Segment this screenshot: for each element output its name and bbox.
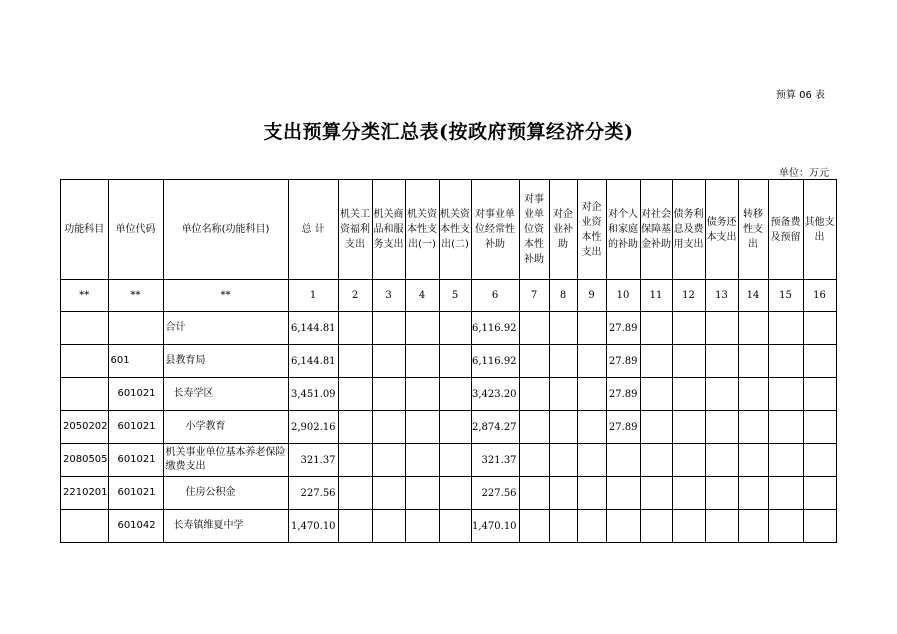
amount-cell [405,477,439,510]
amount-cell: 27.89 [606,345,640,378]
amount-cell [803,345,836,378]
unit-name-cell: 长寿学区 [163,378,288,411]
unit-code-cell: 601021 [108,444,163,477]
header-cell: 功能科目 [61,180,109,280]
header-cell: 对企业补助 [549,180,577,280]
amount-cell [405,411,439,444]
amount-cell: 321.37 [471,444,519,477]
index-cell: 11 [640,280,672,312]
amount-cell [439,477,471,510]
amount-cell [577,477,606,510]
header-cell: 债务利息及费用支出 [672,180,705,280]
amount-cell [768,378,803,411]
header-cell: 对事业单位资本性补助 [519,180,549,280]
amount-cell [549,411,577,444]
amount-cell [338,411,372,444]
amount-cell [577,510,606,543]
amount-cell [519,378,549,411]
total-cell: 227.56 [288,477,338,510]
amount-cell [372,411,405,444]
header-cell: 对企业资本性支出 [577,180,606,280]
amount-cell [672,312,705,345]
table-row [61,378,837,411]
header-cell: 机关资本性支出(一) [405,180,439,280]
amount-cell: 6,116.92 [471,345,519,378]
amount-cell [577,345,606,378]
total-cell: 321.37 [288,444,338,477]
amount-cell [439,444,471,477]
amount-cell [519,312,549,345]
amount-cell [405,444,439,477]
amount-cell [640,411,672,444]
table-row [61,345,837,378]
amount-cell [372,378,405,411]
unit-name-cell: 合计 [163,312,288,345]
index-cell: ** [163,280,288,312]
amount-cell [640,378,672,411]
table-row [61,411,837,444]
amount-cell [405,312,439,345]
amount-cell [803,444,836,477]
amount-cell [338,477,372,510]
header-cell: 对社会保障基金补助 [640,180,672,280]
amount-cell [338,510,372,543]
amount-cell [768,411,803,444]
amount-cell [519,345,549,378]
header-cell: 机关商品和服务支出 [372,180,405,280]
amount-cell [606,510,640,543]
header-cell: 预备费及预留 [768,180,803,280]
amount-cell [549,378,577,411]
amount-cell [338,345,372,378]
amount-cell [738,345,768,378]
amount-cell [640,477,672,510]
amount-cell: 227.56 [471,477,519,510]
amount-cell [577,312,606,345]
unit-code-cell: 601021 [108,477,163,510]
amount-cell [439,411,471,444]
function-code-cell [61,345,109,378]
amount-cell [405,378,439,411]
amount-cell [738,510,768,543]
header-cell: 机关资本性支出(二) [439,180,471,280]
header-cell: 债务还本支出 [705,180,738,280]
amount-cell [640,510,672,543]
index-cell: 9 [577,280,606,312]
amount-cell [372,345,405,378]
index-cell: 16 [803,280,836,312]
amount-cell [672,477,705,510]
table-row [61,312,837,345]
table-row [61,477,837,510]
unit-code-cell [108,312,163,345]
index-cell: 10 [606,280,640,312]
total-cell: 6,144.81 [288,345,338,378]
total-cell: 6,144.81 [288,312,338,345]
amount-cell [372,312,405,345]
amount-cell [519,444,549,477]
amount-cell [768,510,803,543]
amount-cell [768,477,803,510]
page-title: 支出预算分类汇总表(按政府预算经济分类) [263,121,634,143]
amount-cell [519,510,549,543]
table-row [61,510,837,543]
amount-cell [803,477,836,510]
unit-code-cell: 601 [108,345,163,378]
index-cell: 4 [405,280,439,312]
amount-cell [705,312,738,345]
index-cell: 12 [672,280,705,312]
amount-cell: 27.89 [606,378,640,411]
amount-cell [405,345,439,378]
index-cell: ** [108,280,163,312]
amount-cell [549,477,577,510]
amount-cell [705,477,738,510]
index-cell: 14 [738,280,768,312]
amount-cell [803,378,836,411]
unit-label: 单位：万元 [779,168,829,179]
amount-cell [803,510,836,543]
amount-cell [768,444,803,477]
index-cell: 13 [705,280,738,312]
total-cell: 2,902.16 [288,411,338,444]
amount-cell: 3,423.20 [471,378,519,411]
amount-cell [439,312,471,345]
amount-cell [372,477,405,510]
amount-cell [338,444,372,477]
index-cell: 2 [338,280,372,312]
amount-cell [549,312,577,345]
amount-cell: 1,470.10 [471,510,519,543]
amount-cell [338,312,372,345]
amount-cell [738,477,768,510]
function-code-cell [61,510,109,543]
total-cell: 3,451.09 [288,378,338,411]
amount-cell [606,444,640,477]
amount-cell [606,477,640,510]
amount-cell: 27.89 [606,312,640,345]
unit-name-cell: 机关事业单位基本养老保险缴费支出 [163,444,288,477]
index-cell: 6 [471,280,519,312]
amount-cell [803,312,836,345]
amount-cell [672,444,705,477]
amount-cell [672,378,705,411]
amount-cell [439,510,471,543]
unit-code-cell: 601042 [108,510,163,543]
function-code-cell: 2210201 [61,477,109,510]
header-cell: 总 计 [288,180,338,280]
header-cell: 其他支出 [803,180,836,280]
header-row [61,180,837,280]
unit-name-cell: 县教育局 [163,345,288,378]
amount-cell: 6,116.92 [471,312,519,345]
amount-cell [405,510,439,543]
amount-cell [672,510,705,543]
amount-cell [640,312,672,345]
amount-cell [338,378,372,411]
form-number: 预算 06 表 [775,90,825,101]
amount-cell [738,312,768,345]
function-code-cell: 2050202 [61,411,109,444]
function-code-cell [61,378,109,411]
amount-cell [372,510,405,543]
index-cell: 3 [372,280,405,312]
unit-code-cell: 601021 [108,378,163,411]
index-cell: 7 [519,280,549,312]
unit-name-cell: 长寿镇维夏中学 [163,510,288,543]
index-cell: ** [61,280,109,312]
header-cell: 单位代码 [108,180,163,280]
index-cell: 5 [439,280,471,312]
amount-cell [738,411,768,444]
total-cell: 1,470.10 [288,510,338,543]
function-code-cell [61,312,109,345]
amount-cell: 27.89 [606,411,640,444]
header-cell: 对事业单位经常性补助 [471,180,519,280]
amount-cell [439,378,471,411]
header-cell: 机关工资福利支出 [338,180,372,280]
index-row [61,280,837,312]
amount-cell [519,477,549,510]
index-cell: 15 [768,280,803,312]
header-cell: 转移性支出 [738,180,768,280]
amount-cell [577,378,606,411]
amount-cell [738,444,768,477]
amount-cell [768,345,803,378]
amount-cell [705,510,738,543]
amount-cell [803,411,836,444]
amount-cell [372,444,405,477]
amount-cell [705,345,738,378]
amount-cell [640,345,672,378]
amount-cell [577,411,606,444]
unit-name-cell: 小学教育 [163,411,288,444]
amount-cell [577,444,606,477]
amount-cell [549,510,577,543]
budget-table [60,179,837,543]
amount-cell [640,444,672,477]
header-cell: 单位名称(功能科目) [163,180,288,280]
amount-cell [549,345,577,378]
amount-cell [672,411,705,444]
header-cell: 对个人和家庭的补助 [606,180,640,280]
amount-cell [768,312,803,345]
unit-name-cell: 住房公积金 [163,477,288,510]
amount-cell [672,345,705,378]
amount-cell: 2,874.27 [471,411,519,444]
amount-cell [519,411,549,444]
amount-cell [439,345,471,378]
unit-code-cell: 601021 [108,411,163,444]
amount-cell [705,378,738,411]
amount-cell [549,444,577,477]
index-cell: 1 [288,280,338,312]
amount-cell [738,378,768,411]
amount-cell [705,411,738,444]
function-code-cell: 2080505 [61,444,109,477]
amount-cell [705,444,738,477]
index-cell: 8 [549,280,577,312]
table-row [61,444,837,477]
